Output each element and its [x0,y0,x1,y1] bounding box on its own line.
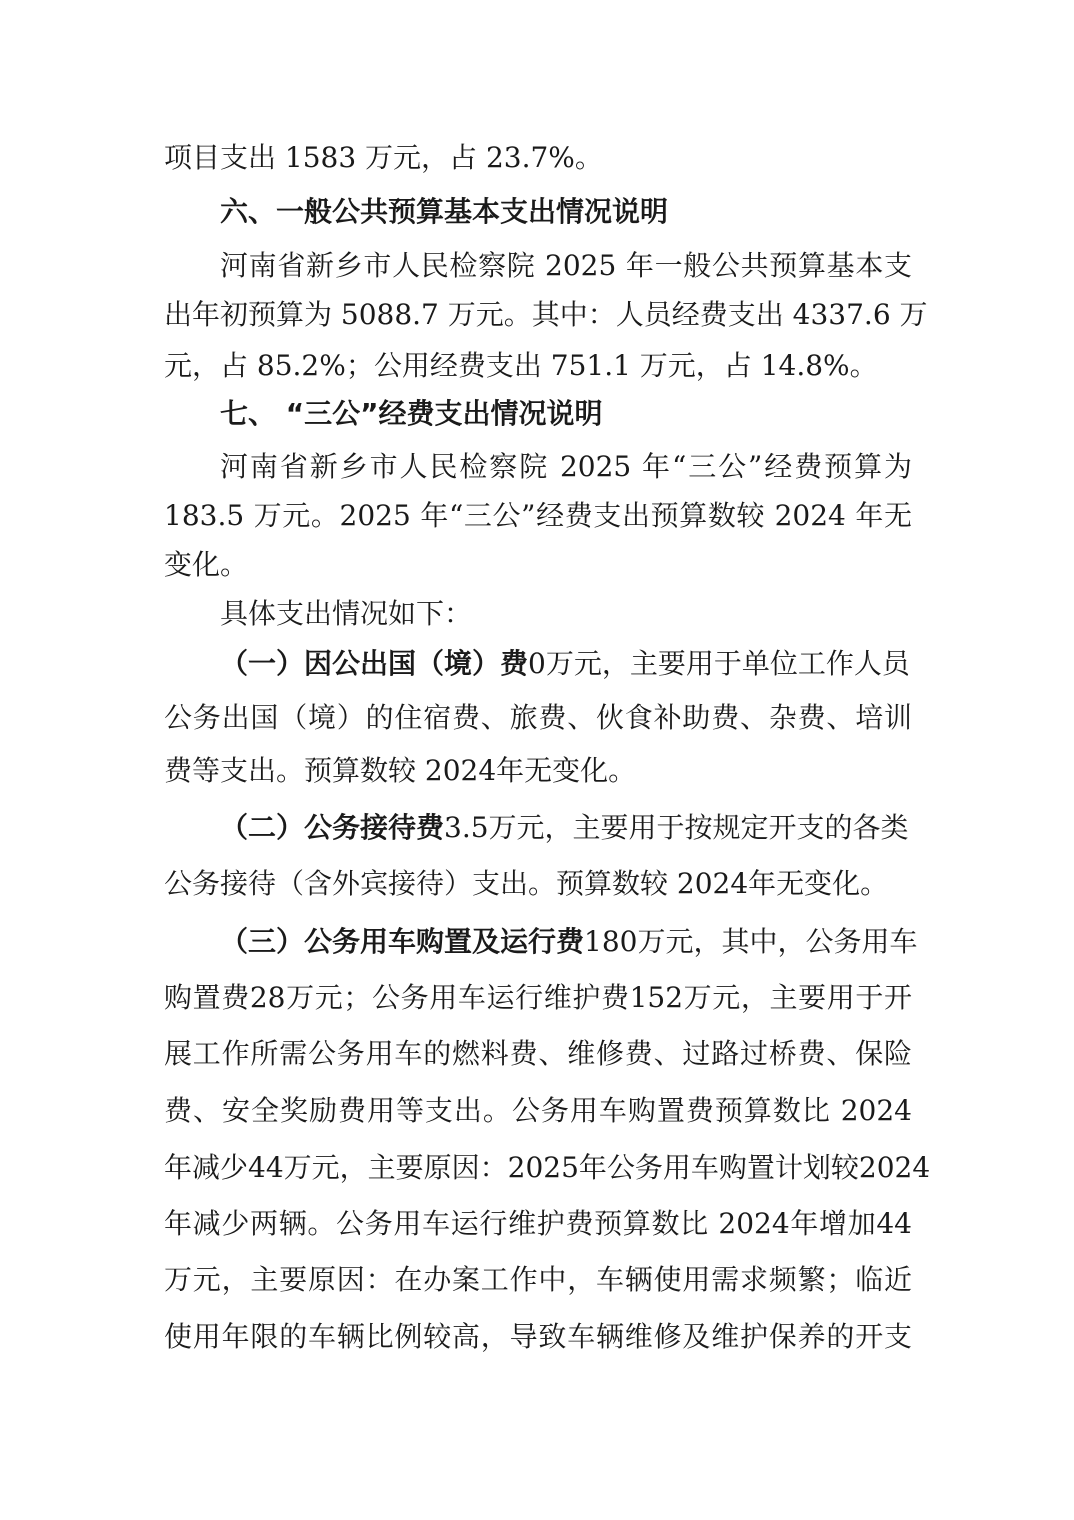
text-line: 183.5 万元。2025 年“三公”经费支出预算数较 2024 年无 [164,499,912,532]
text-line: 河南省新乡市人民检察院 2025 年一般公共预算基本支 [220,249,912,282]
text-line: 项目支出 1583 万元，占 23.7%。 [164,141,603,174]
text-line: 年减少44万元，主要原因：2025年公务用车购置计划较2024 [164,1151,931,1184]
text-line: 费、安全奖励费用等支出。公务用车购置费预算数比 2024 [164,1094,912,1127]
section-heading-6: 六、一般公共预算基本支出情况说明 [220,195,669,228]
text-line: 出年初预算为 5088.7 万元。其中：人员经费支出 4337.6 万 [164,298,928,331]
text-line: 年减少两辆。公务用车运行维护费预算数比 2024年增加44 [164,1207,912,1240]
subsection-label-3: （三）公务用车购置及运行费 [220,925,585,958]
text-line: 公务接待（含外宾接待）支出。预算数较 2024年无变化。 [164,867,889,900]
text-line: 具体支出情况如下： [220,597,473,630]
text-line: 河南省新乡市人民检察院 2025 年“三公”经费预算为 [220,450,912,483]
text-line: 万元，主要原因：在办案工作中，车辆使用需求频繁；临近 [164,1263,912,1296]
text-line: 公务出国（境）的住宿费、旅费、伙食补助费、杂费、培训 [164,701,912,734]
text-line [220,646,912,682]
text-line: 元，占 85.2%；公用经费支出 751.1 万元，占 14.8%。 [164,349,878,382]
text-line: 费等支出。预算数较 2024年无变化。 [164,754,637,787]
text-span: 180万元，其中，公务用车 [584,925,918,958]
text-span: 3.5万元，主要用于按规定开支的各类 [444,811,909,844]
section-heading-7: 七、 “三公”经费支出情况说明 [220,397,603,430]
subsection-label-2: （二）公务接待费 [220,811,445,844]
text-line: 展工作所需公务用车的燃料费、维修费、过路过桥费、保险 [164,1037,912,1070]
text-line: 使用年限的车辆比例较高，导致车辆维修及维护保养的开支 [164,1320,912,1353]
text-line: 变化。 [164,548,249,581]
text-line [220,924,918,960]
text-span: 0万元，主要用于单位工作人员 [528,647,910,680]
text-line: 购置费28万元；公务用车运行维护费152万元，主要用于开 [164,981,912,1014]
subsection-label-1: （一）因公出国（境）费 [220,647,529,680]
text-line [220,810,912,846]
